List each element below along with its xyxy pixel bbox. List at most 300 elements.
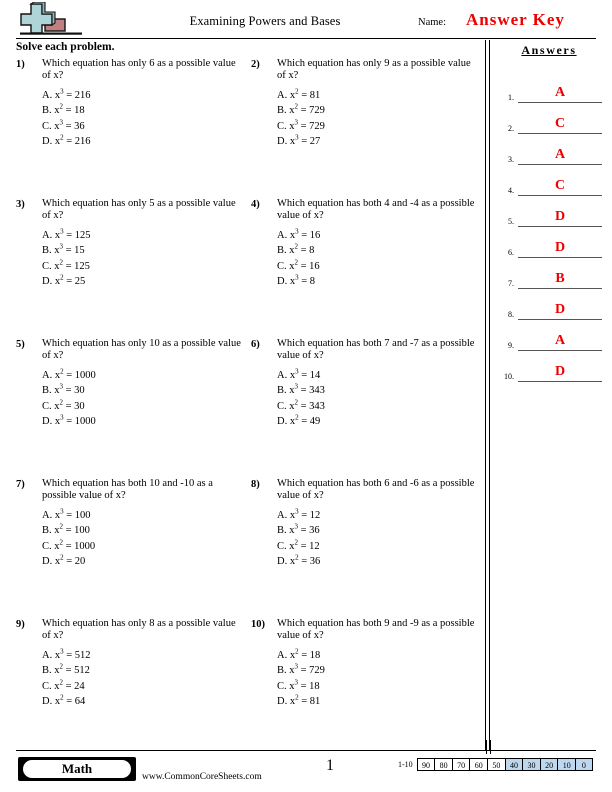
- answer-index: 2.: [508, 124, 514, 133]
- question-prompt: Which equation has both 9 and -9 as a possible value of x?: [277, 618, 475, 642]
- choice-label: B.: [42, 525, 55, 537]
- choice-base: x: [54, 416, 61, 428]
- choice-exponent: 2: [294, 258, 299, 267]
- question-7: [16, 478, 251, 618]
- choice-rhs: = 25: [63, 276, 86, 288]
- choice-exponent: 2: [60, 693, 64, 702]
- answer-index: 9.: [508, 341, 514, 350]
- choice-label: C.: [42, 400, 55, 412]
- question-10: [251, 618, 486, 758]
- choice-exponent: 2: [60, 133, 64, 142]
- choice-exponent: 3: [294, 662, 299, 671]
- choice-option[interactable]: [277, 228, 478, 244]
- question-number: 3): [16, 199, 25, 210]
- choice-rhs: = 100: [63, 509, 91, 521]
- choice-exponent: 2: [59, 102, 64, 111]
- question-prompt: Which equation has only 8 as a possible value of x?: [42, 618, 236, 642]
- choice-base: x: [289, 105, 295, 117]
- choice-option[interactable]: [277, 103, 478, 119]
- choice-label: C.: [277, 680, 290, 692]
- choice-rhs: = 27: [298, 136, 321, 148]
- choice-exponent: 2: [295, 693, 299, 702]
- scale-box-0: 0: [575, 758, 593, 771]
- choice-rhs: = 18: [298, 649, 321, 661]
- choice-option[interactable]: [277, 539, 478, 555]
- choice-exponent: 2: [294, 538, 299, 547]
- choice-rhs: = 36: [298, 525, 320, 537]
- choice-exponent: 3: [60, 413, 64, 422]
- answer-index: 3.: [508, 155, 514, 164]
- question-body: [42, 338, 251, 430]
- choice-label: B.: [277, 385, 290, 397]
- choice-exponent: 3: [59, 382, 64, 391]
- question-1: [16, 58, 251, 198]
- scale-boxes: [417, 758, 593, 771]
- choice-option[interactable]: [42, 523, 243, 539]
- answer-row: [492, 196, 612, 227]
- choice-rhs: = 1000: [63, 416, 96, 428]
- choice-option[interactable]: [277, 134, 478, 150]
- choice-option[interactable]: [42, 103, 243, 119]
- choice-option[interactable]: [277, 119, 478, 135]
- choice-exponent: 3: [60, 647, 64, 656]
- choice-label: C.: [277, 400, 290, 412]
- choice-exponent: 3: [294, 522, 299, 531]
- question-body: [277, 198, 486, 290]
- choice-rhs: = 216: [63, 136, 91, 148]
- choice-label: B.: [42, 665, 55, 677]
- choice-option[interactable]: [42, 414, 243, 430]
- scale-box-10: 10: [557, 758, 575, 771]
- choice-exponent: 3: [295, 273, 299, 282]
- choice-exponent: 2: [59, 662, 64, 671]
- choice-label: B.: [42, 245, 55, 257]
- choice-base: x: [54, 509, 61, 521]
- choice-rhs: = 30: [63, 385, 85, 397]
- choice-rhs: = 216: [63, 89, 91, 101]
- choice-option[interactable]: [42, 399, 243, 415]
- answers-panel: [492, 40, 612, 382]
- choice-rhs: = 30: [63, 400, 85, 412]
- choice-rhs: = 1000: [63, 369, 96, 381]
- question-body: [42, 618, 251, 710]
- choice-option[interactable]: [277, 663, 478, 679]
- answer-blank-line[interactable]: [518, 381, 602, 382]
- choice-base: x: [54, 540, 60, 552]
- subject-badge-label: Math: [23, 760, 131, 778]
- choice-exponent: 2: [59, 538, 64, 547]
- choice-base: x: [289, 509, 296, 521]
- answer-row: [492, 165, 612, 196]
- choice-exponent: 3: [295, 133, 299, 142]
- choice-base: x: [289, 540, 295, 552]
- question-2: [251, 58, 486, 198]
- answer-value: D: [554, 209, 566, 224]
- choice-rhs: = 1000: [63, 540, 96, 552]
- question-4: [251, 198, 486, 338]
- question-prompt: Which equation has both 4 and -4 as a possible value of x?: [277, 198, 475, 222]
- choice-base: x: [54, 120, 60, 132]
- answer-index: 8.: [508, 310, 514, 319]
- choice-option[interactable]: [277, 523, 478, 539]
- question-number: 10): [251, 619, 265, 630]
- choice-rhs: = 512: [63, 649, 91, 661]
- answers-heading: Answers: [521, 43, 577, 57]
- header-divider: [16, 38, 596, 39]
- choice-base: x: [289, 696, 296, 708]
- choice-option[interactable]: [42, 383, 243, 399]
- choice-exponent: 3: [294, 382, 299, 391]
- page-number: 1: [326, 757, 334, 774]
- choice-label: A.: [42, 649, 55, 661]
- choice-base: x: [54, 665, 60, 677]
- question-5: [16, 338, 251, 478]
- answer-row: [492, 351, 612, 382]
- choice-base: x: [54, 260, 60, 272]
- choice-label: B.: [277, 665, 290, 677]
- question-9: [16, 618, 251, 758]
- choice-list: [42, 368, 243, 430]
- choice-base: x: [289, 369, 296, 381]
- question-body: [42, 198, 251, 290]
- instruction-text: Solve each problem.: [16, 41, 115, 53]
- choice-exponent: 3: [60, 227, 64, 236]
- choice-base: x: [289, 400, 295, 412]
- scale-range-label: 1-10: [398, 760, 413, 769]
- choice-exponent: 2: [294, 398, 299, 407]
- choice-rhs: = 125: [63, 260, 90, 272]
- choice-rhs: = 15: [63, 245, 85, 257]
- choice-exponent: 3: [295, 367, 299, 376]
- choice-label: D.: [42, 556, 55, 568]
- answer-row: [492, 72, 612, 103]
- choice-list: [277, 88, 478, 150]
- choice-list: [277, 228, 478, 290]
- choice-exponent: 2: [59, 258, 64, 267]
- question-number: 8): [251, 479, 260, 490]
- choice-base: x: [289, 649, 296, 661]
- choice-base: x: [54, 696, 61, 708]
- choice-rhs: = 36: [298, 556, 321, 568]
- choice-base: x: [289, 260, 295, 272]
- choice-rhs: = 18: [298, 680, 320, 692]
- question-prompt: Which equation has only 9 as a possible value of x?: [277, 58, 471, 82]
- choice-rhs: = 125: [63, 229, 91, 241]
- choice-label: C.: [277, 120, 290, 132]
- choice-base: x: [54, 245, 60, 257]
- choice-exponent: 3: [294, 118, 299, 127]
- choice-rhs: = 8: [298, 276, 316, 288]
- scale-box-30: 30: [522, 758, 540, 771]
- question-body: [277, 618, 486, 710]
- answers-list: [492, 72, 612, 382]
- answer-value: A: [554, 333, 566, 348]
- choice-exponent: 2: [59, 398, 64, 407]
- choice-base: x: [54, 276, 61, 288]
- choice-label: A.: [277, 369, 290, 381]
- answer-index: 4.: [508, 186, 514, 195]
- question-prompt: Which equation has only 5 as a possible value of x?: [42, 198, 236, 222]
- choice-base: x: [54, 556, 61, 568]
- choice-option[interactable]: [277, 679, 478, 695]
- answer-value: B: [555, 271, 565, 286]
- choice-rhs: = 8: [298, 245, 315, 257]
- choice-base: x: [54, 105, 60, 117]
- question-row: [16, 58, 486, 198]
- choice-label: C.: [277, 540, 290, 552]
- choice-option[interactable]: [277, 694, 478, 710]
- question-number: 6): [251, 339, 260, 350]
- choice-label: D.: [277, 276, 290, 288]
- choice-base: x: [54, 680, 60, 692]
- choice-label: A.: [42, 369, 55, 381]
- choice-option[interactable]: [42, 259, 243, 275]
- question-3: [16, 198, 251, 338]
- question-body: [277, 58, 486, 150]
- answer-index: 7.: [508, 279, 514, 288]
- answer-value: D: [554, 302, 566, 317]
- choice-base: x: [54, 385, 60, 397]
- scale-box-40: 40: [505, 758, 523, 771]
- choice-option[interactable]: [42, 243, 243, 259]
- page-title: Examining Powers and Bases: [189, 14, 341, 28]
- choice-option[interactable]: [42, 368, 243, 384]
- choice-option[interactable]: [42, 554, 243, 570]
- page-header: [0, 0, 612, 40]
- choice-label: A.: [277, 509, 290, 521]
- choice-rhs: = 16: [298, 260, 320, 272]
- choice-exponent: 3: [294, 678, 299, 687]
- choice-option[interactable]: [277, 414, 478, 430]
- choice-base: x: [289, 120, 295, 132]
- choice-option[interactable]: [277, 383, 478, 399]
- question-number: 7): [16, 479, 25, 490]
- choice-rhs: = 729: [298, 105, 325, 117]
- choice-rhs: = 729: [298, 665, 325, 677]
- choice-list: [42, 88, 243, 150]
- choice-list: [42, 228, 243, 290]
- choice-exponent: 2: [294, 102, 299, 111]
- choice-rhs: = 14: [298, 369, 321, 381]
- choice-option[interactable]: [277, 274, 478, 290]
- choice-base: x: [289, 229, 296, 241]
- choice-option[interactable]: [42, 88, 243, 104]
- choice-exponent: 3: [295, 227, 299, 236]
- choice-base: x: [54, 229, 61, 241]
- question-row: [16, 198, 486, 338]
- choice-exponent: 3: [59, 242, 64, 251]
- choice-rhs: = 12: [298, 540, 320, 552]
- choice-exponent: 2: [60, 273, 64, 282]
- question-number: 2): [251, 59, 260, 70]
- choice-option[interactable]: [42, 274, 243, 290]
- choice-exponent: 3: [295, 507, 299, 516]
- answer-row: [492, 258, 612, 289]
- answer-index: 10.: [504, 372, 514, 381]
- choice-rhs: = 49: [298, 416, 321, 428]
- choice-label: D.: [277, 416, 290, 428]
- choice-list: [277, 648, 478, 710]
- choice-base: x: [289, 525, 295, 537]
- choice-option[interactable]: [42, 694, 243, 710]
- answer-row: [492, 103, 612, 134]
- scale-box-60: 60: [469, 758, 487, 771]
- question-number: 5): [16, 339, 25, 350]
- answer-value: D: [554, 240, 566, 255]
- answer-value: A: [554, 147, 566, 162]
- answer-value: A: [554, 85, 566, 100]
- choice-exponent: 2: [60, 367, 64, 376]
- choice-option[interactable]: [42, 539, 243, 555]
- questions-grid: [16, 58, 486, 758]
- choice-list: [42, 508, 243, 570]
- choice-rhs: = 20: [63, 556, 86, 568]
- choice-label: C.: [42, 680, 55, 692]
- choice-label: B.: [277, 525, 290, 537]
- choice-exponent: 3: [60, 87, 64, 96]
- choice-option[interactable]: [42, 228, 243, 244]
- question-prompt: Which equation has both 6 and -6 as a possible value of x?: [277, 478, 475, 502]
- choice-option[interactable]: [42, 119, 243, 135]
- choice-option[interactable]: [42, 679, 243, 695]
- choice-base: x: [289, 416, 296, 428]
- site-url: www.CommonCoreSheets.com: [142, 772, 262, 782]
- question-prompt: Which equation has both 10 and -10 as a possible value of x?: [42, 478, 213, 502]
- choice-label: C.: [42, 540, 55, 552]
- choice-label: D.: [42, 136, 55, 148]
- answer-row: [492, 227, 612, 258]
- choice-list: [277, 508, 478, 570]
- choice-option[interactable]: [277, 368, 478, 384]
- choice-option[interactable]: [42, 648, 243, 664]
- choice-option[interactable]: [42, 134, 243, 150]
- choice-list: [277, 368, 478, 430]
- choice-rhs: = 36: [63, 120, 85, 132]
- question-body: [42, 58, 251, 150]
- choice-label: C.: [277, 260, 290, 272]
- choice-exponent: 2: [295, 413, 299, 422]
- answer-row: [492, 320, 612, 351]
- choice-label: A.: [277, 89, 290, 101]
- scale-box-20: 20: [540, 758, 558, 771]
- question-body: [42, 478, 251, 570]
- choice-option[interactable]: [277, 88, 478, 104]
- answer-row: [492, 289, 612, 320]
- choice-exponent: 2: [295, 87, 299, 96]
- choice-base: x: [289, 136, 296, 148]
- question-number: 1): [16, 59, 25, 70]
- question-row: [16, 618, 486, 758]
- choice-option[interactable]: [277, 243, 478, 259]
- choice-option[interactable]: [42, 508, 243, 524]
- answer-value: C: [554, 178, 566, 193]
- choice-base: x: [54, 369, 61, 381]
- answer-key-label: Answer Key: [466, 10, 565, 29]
- question-row: [16, 478, 486, 618]
- choice-option[interactable]: [277, 554, 478, 570]
- choice-label: C.: [42, 260, 55, 272]
- question-prompt: Which equation has only 6 as a possible value of x?: [42, 58, 236, 82]
- choice-label: B.: [277, 245, 290, 257]
- choice-label: D.: [277, 696, 290, 708]
- choice-rhs: = 512: [63, 665, 90, 677]
- scale-box-70: 70: [452, 758, 470, 771]
- answer-index: 5.: [508, 217, 514, 226]
- choice-base: x: [289, 385, 295, 397]
- choice-base: x: [289, 665, 295, 677]
- choice-base: x: [54, 525, 60, 537]
- choice-rhs: = 343: [298, 400, 325, 412]
- choice-rhs: = 81: [298, 89, 321, 101]
- footer-divider: [16, 750, 596, 751]
- choice-option[interactable]: [277, 399, 478, 415]
- choice-label: D.: [42, 276, 55, 288]
- choice-list: [42, 648, 243, 710]
- choice-base: x: [289, 245, 295, 257]
- choice-base: x: [54, 136, 61, 148]
- choice-label: A.: [42, 229, 55, 241]
- scale-box-80: 80: [434, 758, 452, 771]
- name-label: Name:: [418, 17, 446, 28]
- choice-exponent: 2: [295, 647, 299, 656]
- question-row: [16, 338, 486, 478]
- choice-base: x: [289, 556, 296, 568]
- question-number: 4): [251, 199, 260, 210]
- choice-label: A.: [42, 89, 55, 101]
- choice-label: D.: [277, 556, 290, 568]
- choice-label: A.: [277, 649, 290, 661]
- choice-rhs: = 64: [63, 696, 86, 708]
- choice-rhs: = 81: [298, 696, 321, 708]
- choice-label: B.: [277, 105, 290, 117]
- choice-base: x: [289, 89, 296, 101]
- choice-rhs: = 24: [63, 680, 85, 692]
- choice-label: D.: [277, 136, 290, 148]
- choice-option[interactable]: [42, 663, 243, 679]
- choice-exponent: 2: [60, 553, 64, 562]
- choice-option[interactable]: [277, 259, 478, 275]
- choice-rhs: = 343: [298, 385, 325, 397]
- choice-option[interactable]: [277, 508, 478, 524]
- subject-badge: [18, 757, 136, 781]
- choice-exponent: 2: [295, 553, 299, 562]
- scale-box-50: 50: [487, 758, 505, 771]
- scale-box-90: 90: [417, 758, 435, 771]
- answer-index: 1.: [508, 93, 514, 102]
- choice-label: C.: [42, 120, 55, 132]
- question-6: [251, 338, 486, 478]
- question-8: [251, 478, 486, 618]
- choice-exponent: 3: [59, 118, 64, 127]
- column-divider-right: [489, 40, 490, 750]
- choice-label: A.: [42, 509, 55, 521]
- choice-label: D.: [42, 416, 55, 428]
- question-prompt: Which equation has both 7 and -7 as a possible value of x?: [277, 338, 475, 362]
- answer-row: [492, 134, 612, 165]
- choice-option[interactable]: [277, 648, 478, 664]
- question-body: [277, 478, 486, 570]
- answer-value: C: [554, 116, 566, 131]
- plus-block-logo-icon: [18, 2, 84, 38]
- choice-label: A.: [277, 229, 290, 241]
- choice-rhs: = 100: [63, 525, 90, 537]
- choice-exponent: 2: [59, 678, 64, 687]
- grading-scale: [398, 757, 593, 772]
- choice-rhs: = 16: [298, 229, 321, 241]
- choice-exponent: 2: [294, 242, 299, 251]
- choice-base: x: [289, 680, 295, 692]
- choice-base: x: [54, 89, 61, 101]
